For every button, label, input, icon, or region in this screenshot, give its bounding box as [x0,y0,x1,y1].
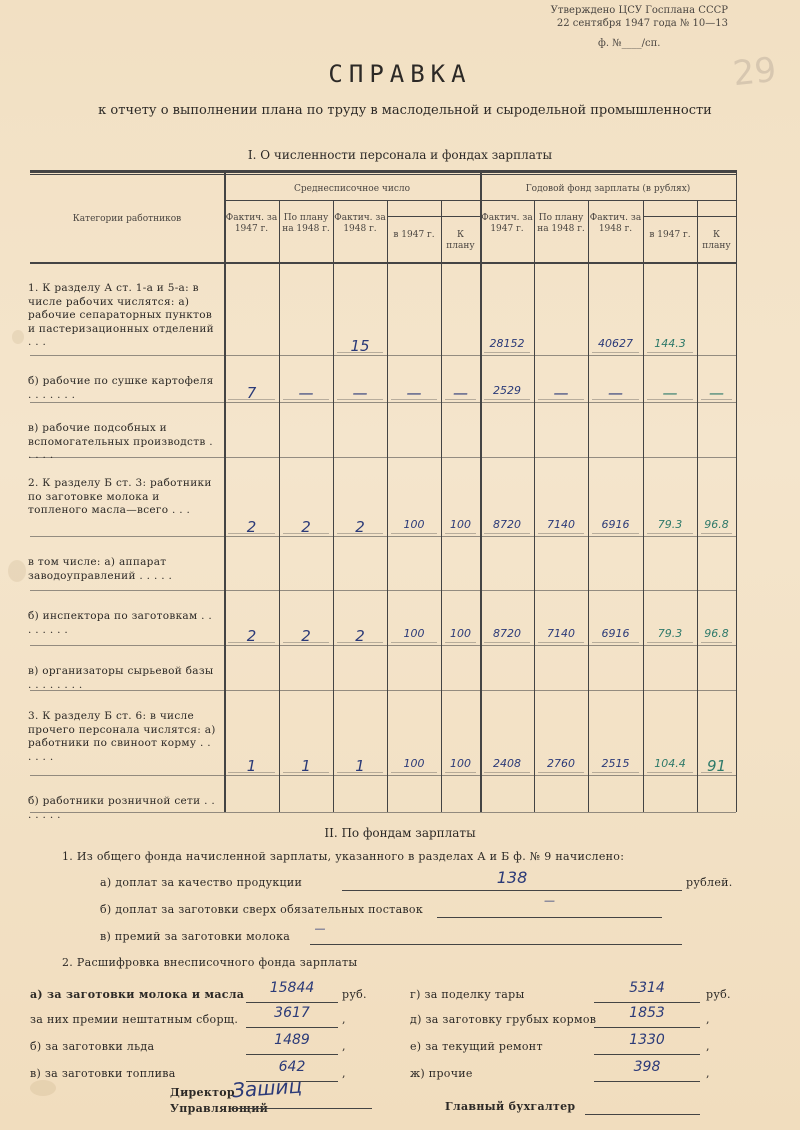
cell-underline [538,772,584,773]
cell-underline [647,642,693,643]
row-label: 3. К разделу Б ст. 6: в числе прочего персонала числятся: а) работники по свиноот корму . . . . . . [28,710,216,763]
column-header: К плану [702,230,731,251]
left-item-unit: руб. [342,988,367,1001]
right-item-unit: , [706,1040,710,1053]
right-item-label: ж) прочие [410,1067,473,1080]
bonus-excess-value: — [544,894,555,907]
cell-underline [592,352,639,353]
table-cell: 96.8 [704,627,729,640]
table-cell: 8720 [493,627,521,640]
cell-underline [538,642,584,643]
cell-underline [445,772,476,773]
table-cell: 28152 [489,337,525,350]
left-item-label: за них премии нештатным сборщ. [30,1013,239,1026]
cell-underline [484,399,530,400]
column-header: Фактич. за 1947 г. [225,213,278,234]
left-item-unit: , [342,1013,346,1026]
table-cell: 7140 [547,627,575,640]
table-cell: 2515 [601,757,630,770]
director-signature: Зашиц [231,1073,303,1103]
cell-underline [592,399,639,400]
cell-underline [701,772,732,773]
table-cell: 40627 [598,337,633,350]
section2-title: II. По фондам зарплаты [324,826,476,840]
item2-intro: 2. Расшифровка внесписочного фонда зарплаты [62,956,358,969]
table-cell: 1 [355,757,365,775]
table-header-rule [30,262,736,264]
row-rule [30,355,736,356]
right-item-unit: , [706,1067,710,1080]
left-item-label: б) за заготовки льда [30,1040,155,1053]
cell-underline [391,642,437,643]
table-cell: 100 [450,757,471,770]
cell-underline [391,772,437,773]
archive-mark: 29 [731,49,779,95]
table-cell: 6916 [601,627,630,640]
table-cell: 100 [403,518,425,531]
column-rule [333,200,334,812]
table-cell: 79.3 [657,627,683,640]
manager-label: Управляющий [170,1102,269,1115]
cell-underline [228,399,275,400]
row-rule [30,645,736,646]
director-label: Директор [170,1086,235,1099]
row-label: в том числе: а) аппарат заводоуправлений . . . . . [28,556,173,582]
cell-underline [391,399,437,400]
cell-underline [228,533,275,534]
column-rule [480,170,482,812]
approval-stamp [551,4,728,30]
table-cell: 8720 [493,518,521,531]
wage-fund-header: Годовой фонд зарплаты (в рублях) [525,184,691,194]
row-rule [30,402,736,403]
column-header: в 1947 г. [649,230,691,240]
column-rule [534,200,535,812]
right-item-unit: , [706,1013,710,1026]
table-cell: 2 [246,627,257,645]
cell-underline [701,399,732,400]
table-cell: 100 [403,757,425,770]
cell-underline [228,642,275,643]
cell-underline [484,642,530,643]
left-item-label: а) за заготовки молока и масла [30,988,245,1001]
table-cell: 100 [450,627,471,640]
cell-underline [647,352,693,353]
column-rule [441,200,442,812]
table-top-rule [30,170,736,173]
table-cell: 2529 [493,384,521,397]
row-label: в) организаторы сырьевой базы . . . . . . . . [28,665,214,691]
cell-underline [283,399,329,400]
table-cell: 104.4 [654,757,686,770]
table-cell: 2 [301,518,311,536]
left-item-value: 3617 [274,1005,310,1021]
bonus-excess-label: б) доплат за заготовки сверх обязательных поставок [100,903,424,916]
document-title: СПРАВКА [328,60,472,88]
cell-underline [337,642,383,643]
cell-underline [337,352,383,353]
table-cell: — [553,384,569,402]
column-rule [588,200,589,812]
table-cell: 96.8 [704,518,729,531]
table-cell: — [406,384,422,402]
cell-underline [228,772,275,773]
column-rule [387,200,388,812]
row-label: в) рабочие подсобных и вспомогательных производств . . . . . [28,422,213,461]
cell-underline [484,772,530,773]
table-cell: 7140 [547,518,575,531]
table-cell: 2408 [493,757,521,770]
bonus-quality-unit: рублей. [686,876,733,889]
table-cell: — [453,384,468,402]
bonus-quality-value: 138 [496,868,528,887]
table-cell: — [662,384,678,402]
table-cell: 91 [706,757,727,775]
section1-title: I. О численности персонала и фондах зарплаты [247,148,553,162]
table-cell: 144.3 [654,337,686,350]
table-cell: 1 [301,757,311,775]
table-cell: 7 [246,384,257,402]
subgroup-rule-1 [387,216,480,217]
column-rule [643,200,644,812]
row-label: 2. К разделу Б ст. 3: работники по заготовке молока и топленого масла—всего . . . [28,477,212,516]
table-cell: — [608,384,623,402]
table-cell: 15 [350,337,370,355]
row-rule [30,536,736,537]
row-rule [30,775,736,776]
category-header: Категории работников [72,214,182,224]
right-item-label: г) за поделку тары [410,988,525,1001]
cell-underline [445,533,476,534]
table-cell: 6916 [601,518,630,531]
document-subtitle: к отчету о выполнении плана по труду в маслодельной и сыродельной промышленности [98,103,712,118]
row-label: 1. К разделу А ст. 1-а и 5-а: в числе рабочих числятся: а) рабочие сепараторных пунктов и пастеризационных отделений . . . [28,282,214,348]
column-header: Фактич. за 1948 г. [589,213,642,234]
bonus-milk-value: — [314,922,326,935]
table-cell: — [709,384,724,402]
cell-underline [647,533,693,534]
column-header: По плану на 1948 г. [282,213,330,234]
cell-underline [592,533,639,534]
subgroup-rule-2 [643,216,736,217]
right-item-value: 1330 [629,1032,665,1048]
table-cell: 2760 [547,757,575,770]
cell-underline [337,533,383,534]
item1-intro: 1. Из общего фонда начисленной зарплаты, указанного в разделах А и Б ф. № 9 начислено: [62,850,625,863]
column-header: в 1947 г. [393,230,435,240]
table-cell: — [298,384,314,402]
table-cell: 2 [355,627,365,645]
cell-underline [538,533,584,534]
column-rule [736,170,737,812]
form-number: ф. №____/сп. [598,38,661,49]
cell-underline [283,533,329,534]
table-top-rule-2 [30,174,736,175]
table-cell: — [352,384,368,402]
row-label: б) инспектора по заготовкам . . . . . . . . [28,610,213,636]
cell-underline [445,642,476,643]
cell-underline [647,772,693,773]
right-item-value: 398 [633,1059,661,1075]
cell-underline [592,772,639,773]
cell-underline [484,352,530,353]
left-item-label: в) за заготовки топлива [30,1067,176,1080]
column-rule [224,170,226,812]
row-label: б) рабочие по сушке картофеля . . . . . . . [28,375,214,401]
table-cell: 1 [246,757,257,775]
left-item-unit: , [342,1067,346,1080]
cell-underline [538,399,584,400]
column-header: Фактич. за 1948 г. [334,213,386,234]
left-item-value: 642 [278,1059,306,1075]
approval-line-2: 22 сентября 1947 года № 10—13 [556,18,728,29]
table-cell: 100 [403,627,425,640]
cell-underline [337,772,383,773]
row-label: б) работники розничной сети . . . . . . . [28,795,215,821]
avg-count-header: Среднесписочное число [293,184,410,194]
table-cell: 100 [450,518,471,531]
table-cell: 2 [246,518,257,536]
bonus-milk-label: в) премий за заготовки молока [100,930,291,943]
cell-underline [283,772,329,773]
right-item-unit: руб. [706,988,731,1001]
cell-underline [701,642,732,643]
right-item-value: 1853 [629,1005,665,1021]
row-rule [30,590,736,591]
column-header: К плану [446,230,475,251]
cell-underline [484,533,530,534]
right-item-label: д) за заготовку грубых кормов [410,1013,597,1026]
bonus-quality-label: а) доплат за качество продукции [100,876,303,889]
column-header: Фактич. за 1947 г. [481,213,533,234]
cell-underline [445,399,476,400]
cell-underline [647,399,693,400]
right-item-value: 5314 [629,980,665,996]
cell-underline [701,533,732,534]
cell-underline [592,642,639,643]
left-item-unit: , [342,1040,346,1053]
table-cell: 79.3 [657,518,683,531]
cell-underline [337,399,383,400]
table-cell: 2 [301,627,311,645]
column-header: По плану на 1948 г. [537,213,585,234]
column-rule [279,200,280,812]
cell-underline [391,533,437,534]
right-item-label: е) за текущий ремонт [410,1040,543,1053]
left-item-value: 15844 [269,980,315,996]
approval-line-1: Утверждено ЦСУ Госплана СССР [550,5,728,16]
table-cell: 2 [355,518,365,536]
column-rule [697,200,698,812]
left-item-value: 1489 [274,1032,310,1048]
accountant-label: Главный бухгалтер [445,1100,576,1113]
cell-underline [283,642,329,643]
